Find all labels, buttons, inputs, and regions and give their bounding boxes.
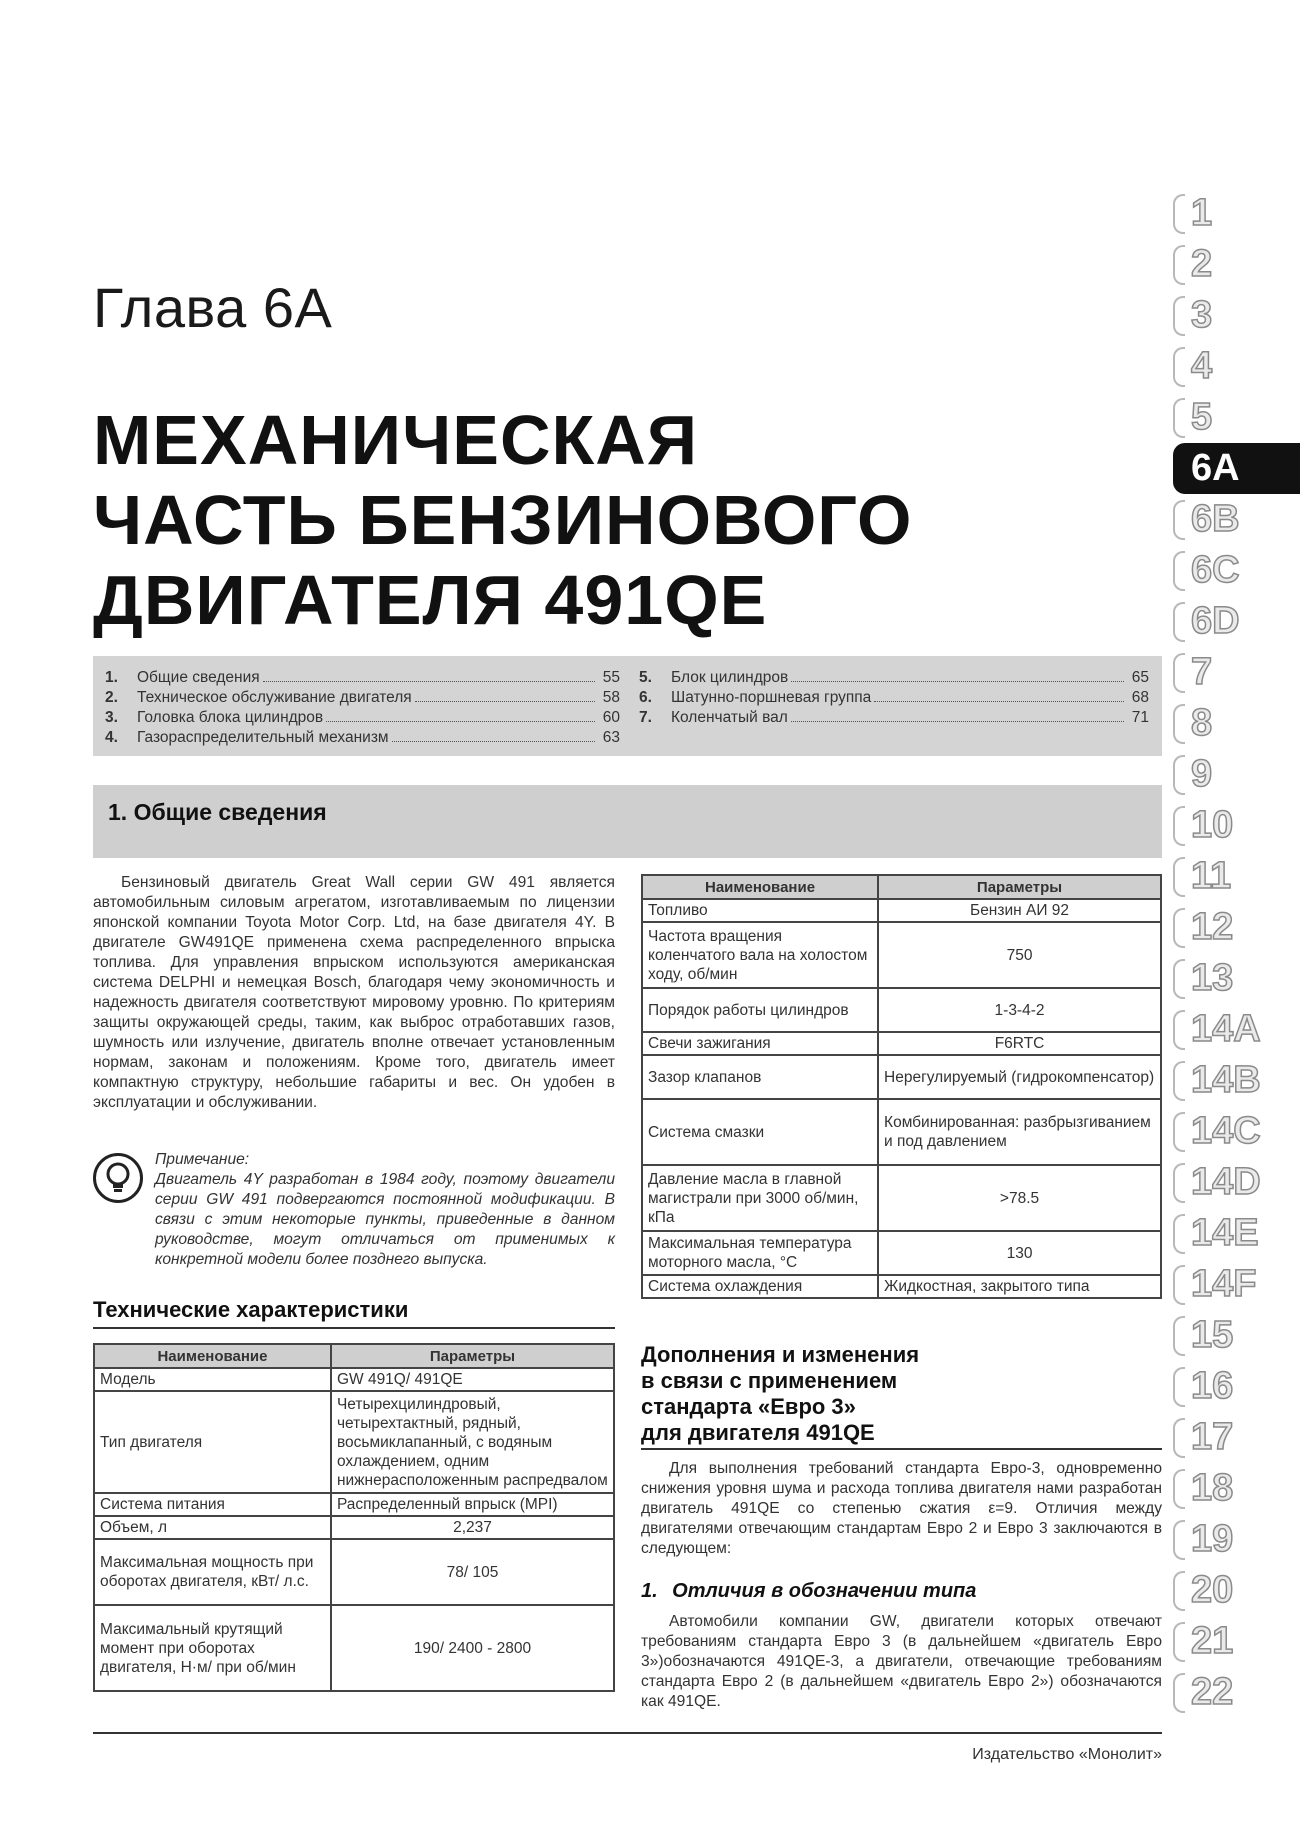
euro-heading-line: стандарта «Евро 3» [641,1394,856,1419]
chapter-tab[interactable]: 9 [1173,749,1300,800]
spec-name: Зазор клапанов [642,1055,878,1099]
chapter-tab[interactable]: 6C [1173,545,1300,596]
toc-page: 63 [602,729,620,746]
spec-name: Давление масла в главной магистрали при 3000 об/мин, кПа [642,1165,878,1231]
toc-dots [791,681,1124,682]
spec-value: Нерегулируемый (гидрокомпенсатор) [878,1055,1161,1099]
toc-column-left [105,668,620,748]
spec-value: 190/ 2400 - 2800 [331,1605,614,1691]
note-label: Примечание: [155,1151,250,1168]
toc-number: 4. [105,729,118,746]
chapter-label: Глава 6А [93,276,333,339]
table-row [642,1165,1161,1231]
toc-page: 71 [1131,709,1149,726]
table-row [94,1493,614,1516]
chapter-tab[interactable]: 12 [1173,902,1300,953]
chapter-tab[interactable]: 8 [1173,698,1300,749]
euro-heading-rule [641,1448,1162,1450]
spec-name: Свечи зажигания [642,1032,878,1055]
chapter-tab-active[interactable]: 6A [1173,443,1300,494]
spec-value: Бензин АИ 92 [878,899,1161,922]
column-header: Наименование [642,875,878,899]
table-row [642,899,1161,922]
chapter-tab[interactable]: 14B [1173,1055,1300,1106]
toc-number: 1. [105,669,118,686]
toc-label: Шатунно-поршневая группа [671,689,872,706]
chapter-tab[interactable]: 15 [1173,1310,1300,1361]
table-row [642,1099,1161,1165]
euro-subheading-title: Отличия в обозначении типа [672,1580,977,1602]
toc-label: Общие сведения [137,669,260,686]
table-row [642,1032,1161,1055]
euro-heading-line: для двигателя 491QE [641,1420,875,1445]
spec-name: Объем, л [94,1516,331,1539]
chapter-tab[interactable]: 18 [1173,1463,1300,1514]
spec-value: 130 [878,1231,1161,1275]
chapter-tab[interactable]: 17 [1173,1412,1300,1463]
spec-value: Жидкостная, закрытого типа [878,1275,1161,1298]
toc-dots [791,721,1124,722]
section-header [93,785,1162,858]
toc-item[interactable] [105,728,620,748]
table-header-row [642,875,1161,899]
column-header: Наименование [94,1344,331,1368]
chapter-tab[interactable]: 6D [1173,596,1300,647]
spec-name: Максимальная мощность при оборотах двигателя, кВт/ л.с. [94,1539,331,1605]
euro-heading [641,1342,919,1446]
euro-paragraph [641,1459,1162,1559]
table-row [642,922,1161,988]
intro-paragraph [93,873,615,1113]
euro-sub-text: Автомобили компании GW, двигатели которых отвечают требованиям стандарта Евро 3 (в дальнейшем «двигатель Евро 3»)обозначаются 491QE-3, а двигатели, отвечающие требованиям стандарта Евро 2 (в дальнейшем «двигатель Евро 2») обозначаются как 491QE. [641,1613,1162,1710]
spec-name: Максимальный крутящий момент при оборотах двигателя, Н·м/ при об/мин [94,1605,331,1691]
spec-value: F6RTC [878,1032,1161,1055]
toc-item[interactable] [639,668,1149,688]
toc-page: 55 [602,669,620,686]
chapter-tab[interactable]: 3 [1173,290,1300,341]
table-of-contents [93,656,1162,756]
column-header: Параметры [331,1344,614,1368]
chapter-tab[interactable]: 21 [1173,1616,1300,1667]
spec-name: Система смазки [642,1099,878,1165]
toc-number: 3. [105,709,118,726]
table-row [642,1055,1161,1099]
chapter-tab[interactable]: 13 [1173,953,1300,1004]
toc-label: Головка блока цилиндров [137,709,324,726]
note-block [93,1150,615,1270]
toc-item[interactable] [105,688,620,708]
publisher: Издательство «Монолит» [972,1746,1162,1763]
table-row [642,1231,1161,1275]
column-header: Параметры [878,875,1161,899]
chapter-tab[interactable]: 14F [1173,1259,1300,1310]
toc-item[interactable] [105,708,620,728]
euro-subheading [641,1580,976,1603]
chapter-tabs [1173,188,1300,1718]
euro-text: Для выполнения требований стандарта Евро-3, одновременно снижения уровня шума и расхода топлива двигателя нами разработан двигатель 491QE со степенью сжатия ε=9. Отличия между двигателями отвечающим стандартам Евро 2 и Евро 3 заключаются в следующем: [641,1460,1162,1557]
toc-dots [415,701,595,702]
toc-page: 68 [1131,689,1149,706]
spec-value: >78.5 [878,1165,1161,1231]
toc-page: 65 [1131,669,1149,686]
chapter-title [93,400,1133,640]
toc-number: 2. [105,689,118,706]
chapter-tab[interactable]: 22 [1173,1667,1300,1718]
spec-value: 750 [878,922,1161,988]
footer-rule [93,1732,1162,1734]
chapter-tab[interactable]: 11 [1173,851,1300,902]
table-row [94,1391,614,1493]
toc-dots [326,721,595,722]
specs-table-continued [641,874,1162,1299]
table-header-row [94,1344,614,1368]
chapter-tab[interactable]: 2 [1173,239,1300,290]
spec-name: Тип двигателя [94,1391,331,1493]
spec-value: GW 491Q/ 491QE [331,1368,614,1391]
table-row [94,1368,614,1391]
chapter-tab[interactable]: 19 [1173,1514,1300,1565]
note-text: Двигатель 4Y разработан в 1984 году, поэтому двигатели серии GW 491 подвергаются постоянной модификации. В связи с этим некоторые пункты, приведенные в данном руководстве, могут отличаться от применимых к конкретной модели более позднего выпуска. [155,1171,615,1268]
chapter-tab[interactable]: 1 [1173,188,1300,239]
table-row [642,988,1161,1032]
specs-table [93,1343,615,1692]
toc-page: 58 [602,689,620,706]
toc-label: Газораспределительный механизм [137,729,389,746]
table-row [94,1516,614,1539]
spec-name: Частота вращения коленчатого вала на холостом ходу, об/мин [642,922,878,988]
toc-dots [392,741,595,742]
chapter-tab[interactable]: 14D [1173,1157,1300,1208]
chapter-tab[interactable]: 20 [1173,1565,1300,1616]
spec-name: Система питания [94,1493,331,1516]
chapter-title-line: ДВИГАТЕЛЯ 491QE [93,561,768,639]
chapter-title-line: МЕХАНИЧЕСКАЯ [93,401,699,479]
table-row [94,1539,614,1605]
intro-text: Бензиновый двигатель Great Wall серии GW 491 является автомобильным силовым агрегатом, изготавливаемым по лицензии японской компании Toyota Motor Corp. Ltd, на базе двигателя 4Y. В двигателе GW491QE применена схема распределенного впрыска топлива. Для управления впрыском используются американская система DELPHI и немецкая Bosch, благодаря чему экономичность и надежность двигателя соответствуют мировому уровню. По критериям защиты окружающей среды, таким, как выброс отработавших газов, шумность или излучение, двигатель вполне отвечает установленным нормам, законам и положениям. Кроме того, двигатель имеет компактную структуру, небольшие габариты и вес. Он удобен в эксплуатации и обслуживании. [93,874,615,1111]
euro-subheading-number: 1. [641,1580,658,1602]
chapter-tab[interactable]: 7 [1173,647,1300,698]
euro-heading-line: в связи с применением [641,1368,898,1393]
spec-name: Порядок работы цилиндров [642,988,878,1032]
table-row [642,1275,1161,1298]
spec-value: 1-3-4-2 [878,988,1161,1032]
spec-name: Система охлаждения [642,1275,878,1298]
toc-page: 60 [602,709,620,726]
spec-value: 78/ 105 [331,1539,614,1605]
toc-item[interactable] [639,708,1149,728]
table-row [94,1605,614,1691]
euro-heading-line: Дополнения и изменения [641,1342,920,1367]
chapter-tab[interactable]: 6B [1173,494,1300,545]
toc-number: 6. [639,689,652,706]
toc-dots [263,681,595,682]
toc-number: 7. [639,709,652,726]
specs-heading-rule [93,1327,615,1329]
chapter-title-line: ЧАСТЬ БЕНЗИНОВОГО [93,481,913,559]
chapter-tab[interactable]: 10 [1173,800,1300,851]
spec-value: Распределенный впрыск (MPI) [331,1493,614,1516]
toc-label: Техническое обслуживание двигателя [137,689,412,706]
spec-name: Топливо [642,899,878,922]
spec-name: Модель [94,1368,331,1391]
toc-label: Коленчатый вал [671,709,788,726]
chapter-tab[interactable]: 14C [1173,1106,1300,1157]
euro-sub-paragraph [641,1612,1162,1712]
spec-value: 2,237 [331,1516,614,1539]
toc-number: 5. [639,669,652,686]
spec-value: Комбинированная: разбрызгиванием и под давлением [878,1099,1161,1165]
toc-item[interactable] [639,688,1149,708]
chapter-tab[interactable]: 4 [1173,341,1300,392]
toc-dots [874,701,1124,702]
chapter-tab[interactable]: 14A [1173,1004,1300,1055]
section-title: 1. Общие сведения [108,799,327,825]
spec-name: Максимальная температура моторного масла, °C [642,1231,878,1275]
toc-label: Блок цилиндров [671,669,789,686]
chapter-tab[interactable]: 16 [1173,1361,1300,1412]
toc-column-right [639,668,1149,728]
spec-value: Четырехцилиндровый, четырехтактный, рядный, восьмиклапанный, с водяным охлаждением, одним нижнерасположенным распредвалом [331,1391,614,1493]
specs-heading: Технические характеристики [93,1297,409,1322]
chapter-tab[interactable]: 5 [1173,392,1300,443]
toc-item[interactable] [105,668,620,688]
chapter-tab[interactable]: 14E [1173,1208,1300,1259]
